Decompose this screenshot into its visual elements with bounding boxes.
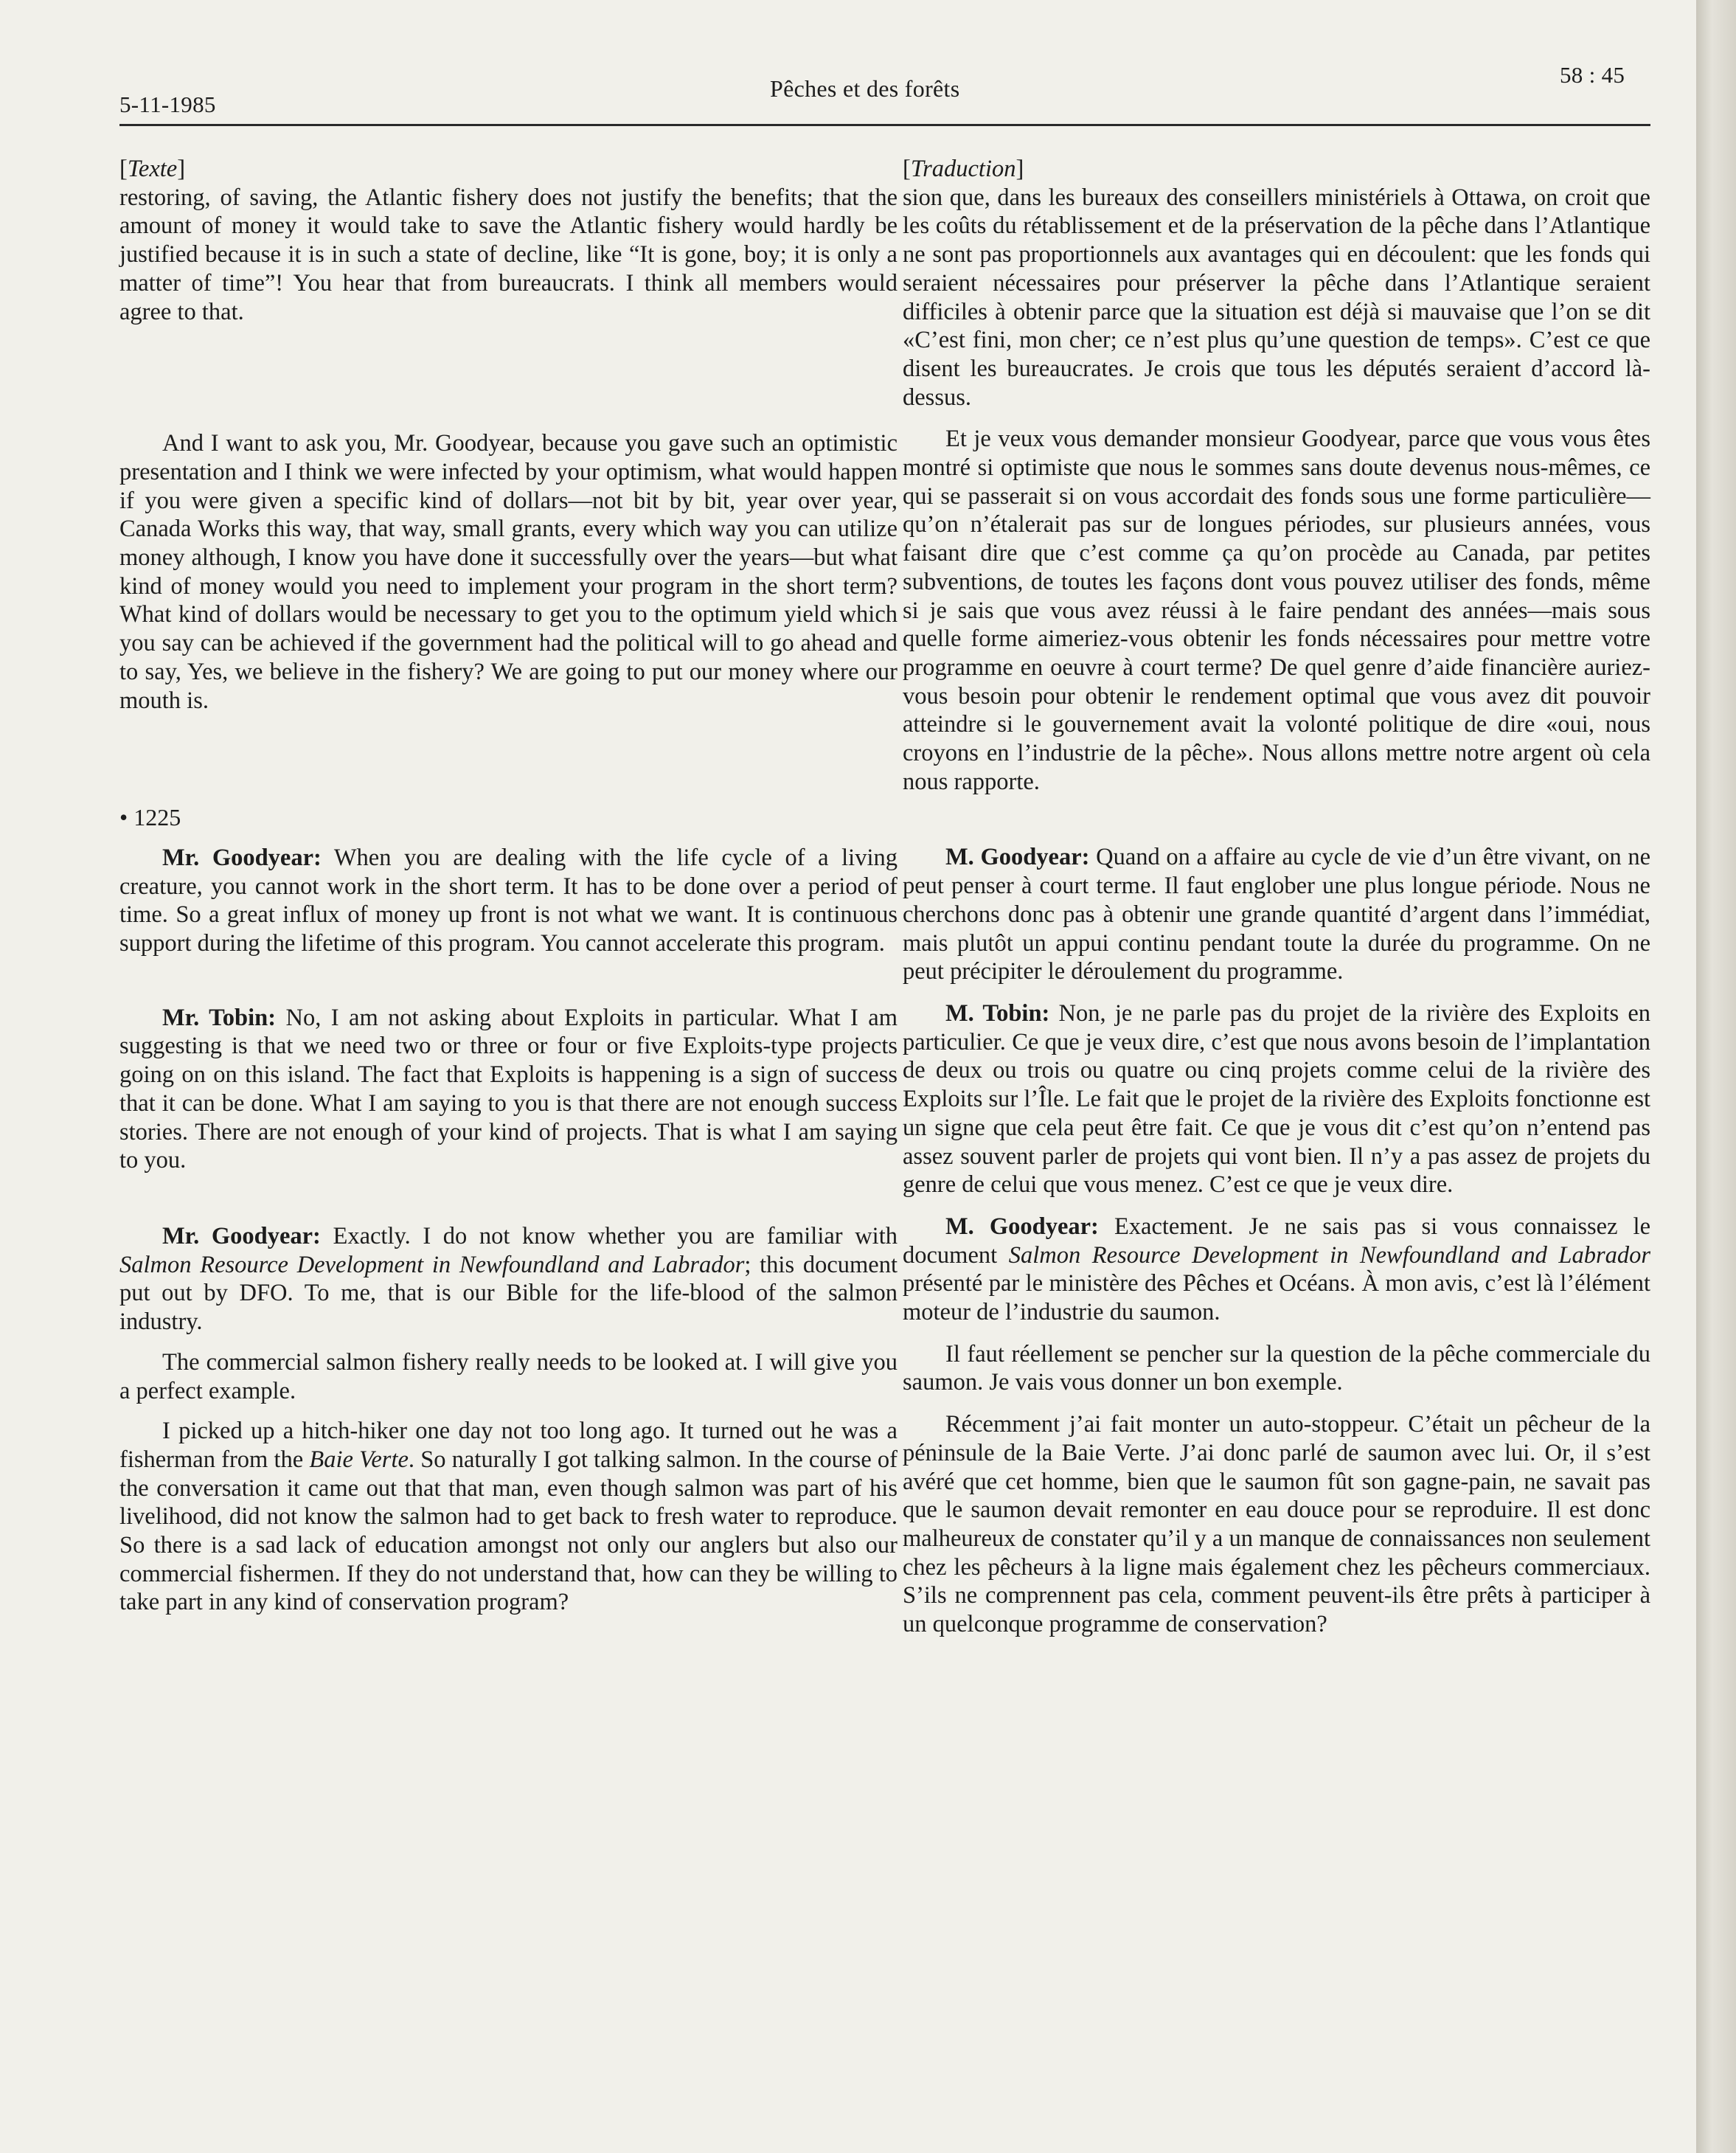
document-title: Salmon Resource Development in Newfoundland and Labrador [1008,1241,1651,1269]
right-paragraph-7: Récemment j’ai fait monter un auto-stoppeur. C’était un pêcheur de la péninsule de la Baie Verte. J’ai donc parlé de saumon avec lui. Or, il s’est avéré que cet homme, bien que le saumon fût son gagne-pain, ne savait pas que le saumon devait remonter en eau douce pour se reproduire. Il est donc malheureux de constater qu’il y a un manque de connaissances non seulement chez les pêcheurs à la ligne mais également chez les pêcheurs commerciaux. S’ils ne comprennent pas cela, comment peuvent-ils être prêts à participer à un quelconque programme de conservation? [903,1411,1650,1638]
speech-text: Quand on a affaire au cycle de vie d’un être vivant, on ne peut penser à court terme. Il faut englober une plus longue période. Nous ne cherchons donc pas à obtenir une grande quantité d’argent dans l’immédiat, mais plutôt un appui continu pendant toute la durée du programme. On ne peut précipiter le déroulement du programme. [903,844,1651,985]
speech-text: Non, je ne parle pas du projet de la rivière des Exploits en particulier. Ce que je veux dire, c’est que nous avons besoin de l’implantation de deux ou trois ou quatre ou cinq projets comme celui de la rivière des Exploits sur l’Île. Le fait que le projet de la rivière des Exploits fonctionne est un signe que cela peut être fait. Ce que je vous dit c’est qu’on n’entend pas assez souvent parler de projets qui vont bien. Il n’y a pas assez de projets du genre de celui que vous menez. C’est ce que je veux dire. [903,999,1650,1199]
right-paragraph-1: sion que, dans les bureaux des conseillers ministériels à Ottawa, on croit que les coûts du rétablissement et de la préservation de la pêche dans l’Atlantique ne sont pas proportionnels aux avantages qui en découlent: que les fonds qui seraient nécessaires pour préserver la pêche dans l’Atlantique seraient difficiles à obtenir parce que la situation est déjà si mauvaise que l’on se dit «C’est fini, mon cher; ce n’est plus qu’une question de temps». C’est ce que disent les bureaucrates. Je crois que tous les députés seraient d’accord là-dessus. [903,184,1650,411]
speech-text: présenté par le ministère des Pêches et Océans. À mon avis, c’est là l’élément moteur de l’industrie du saumon. [903,1270,1650,1326]
left-paragraph-5 [119,1222,897,1336]
right-paragraph-4 [903,999,1650,1199]
right-column [903,155,1650,1639]
right-paragraph-5 [903,1213,1650,1327]
speaker-label: M. Goodyear: [945,844,1090,871]
left-paragraph-2: And I want to ask you, Mr. Goodyear, because you gave such an optimistic presentation and I think we were infected by your optimism, what would happen if you were given a specific kind of dollars—not bit by bit, year over year, Canada Works this way, that way, small grants, every which way you can utilize money although, I know you have done it successfully over the years—but what kind of money would you need to implement your program in the short term? What kind of dollars would be necessary to get you to the optimum yield which you say can be achieved if the government had the political will to go ahead and to say, Yes, we believe in the fishery? We are going to put our money where our mouth is. [119,430,897,714]
speaker-label: Mr. Goodyear: [162,844,322,871]
right-paragraph-2: Et je veux vous demander monsieur Goodyear, parce que vous vous êtes montré si optimiste que nous le sommes sans doute devenus nous-mêmes, ce qui se passerait si on vous accordait des fonds sous une forme particulière—qu’on n’étalerait pas sur de longues périodes, sur plusieurs années, vous faisant dire que c’est comme ça qu’on procède au Canada, par petites subventions, de toutes les façons dont vous pouvez utiliser des fonds, même si je sais que vous avez réussi à le faire pendant des années—mais sous quelle forme aimeriez-vous obtenir les fonds nécessaires pour mettre votre programme en oeuvre à court terme? De quel genre d’aide financière auriez-vous besoin pour obtenir le rendement optimal que vous avez dit pouvoir atteindre si le gouvernement avait la volonté politique de dire «oui, nous croyons en l’industrie de la pêche». Nous allons mettre notre argent où cela nous rapporte. [903,426,1650,795]
speech-text: When you are dealing with the life cycle of a living creature, you cannot work in the short term. It has to be done over a period of time. So a great influx of money up front is not what we want. It is continuous support during the lifetime of this program. You cannot accelerate this program. [119,844,897,957]
left-section-tag: [Texte] [119,156,186,182]
speech-text: Exactly. I do not know whether you are familiar with [320,1222,897,1249]
header-rule [119,124,1650,126]
header-page-number: 58 : 45 [1560,62,1625,88]
speaker-label: M. Goodyear: [945,1213,1099,1240]
right-tag-text: Traduction [910,156,1016,182]
page-edge [1696,0,1736,2153]
right-paragraph-6: Il faut réellement se pencher sur la question de la pêche commerciale du saumon. Je vais vous donner un bon exemple. [903,1340,1650,1396]
left-tag-text: Texte [127,156,178,182]
left-paragraph-1: restoring, of saving, the Atlantic fishery does not justify the benefits; that the amount of money it would take to save the Atlantic fishery would hardly be justified because it is in such a state of decline, like “It is gone, boy; it is only a matter of time”! You hear that from bureaucrats. I think all members would agree to that. [119,184,897,325]
speech-text: ; this document put out by DFO. To me, that is our Bible for the life-blood of the salmon industry. [119,1251,897,1336]
speech-text: No, I am not asking about Exploits in particular. What I am suggesting is that we need two or three or four or five Exploits-type projects going on on this island. The fact that Exploits is happening is a sign of success that it can be done. What I am saying to you is that there are not enough success stories. There are not enough of your kind of projects. That is what I am saying to you. [119,1004,897,1174]
right-paragraph-3 [903,843,1650,986]
left-paragraph-6: The commercial salmon fishery really needs to be looked at. I will give you a perfect example. [119,1348,897,1404]
place-name: Baie Verte [309,1446,409,1473]
speaker-label: M. Tobin: [945,999,1050,1027]
speaker-label: Mr. Goodyear: [162,1222,321,1249]
time-marker: • 1225 [119,804,181,831]
left-paragraph-3 [119,844,897,958]
speech-text: I picked up a hitch-hiker one day not too long ago. It turned out he was a fisherman from the [119,1418,897,1473]
right-section-tag: [Traduction] [903,156,1024,182]
header-date: 5-11-1985 [119,91,216,117]
speaker-label: Mr. Tobin: [162,1004,277,1031]
left-paragraph-7 [119,1417,897,1617]
left-column [119,155,897,1617]
header-title: Pêches et des forêts [770,75,960,102]
speech-text: . So naturally I got talking salmon. In the course of the conversation it came out that that man, even though salmon was part of his livelihood, did not know the salmon had to get back to fresh water to reproduce. So there is a sad lack of education amongst not only our anglers but also our commercial fishermen. If they do not understand that, how can they be willing to take part in any kind of conservation program? [119,1446,897,1616]
document-title: Salmon Resource Development in Newfoundland and Labrador [119,1251,745,1278]
speech-text: Exactement. Je ne sais pas si vous connaissez le document [903,1213,1650,1269]
left-paragraph-4 [119,1004,897,1175]
